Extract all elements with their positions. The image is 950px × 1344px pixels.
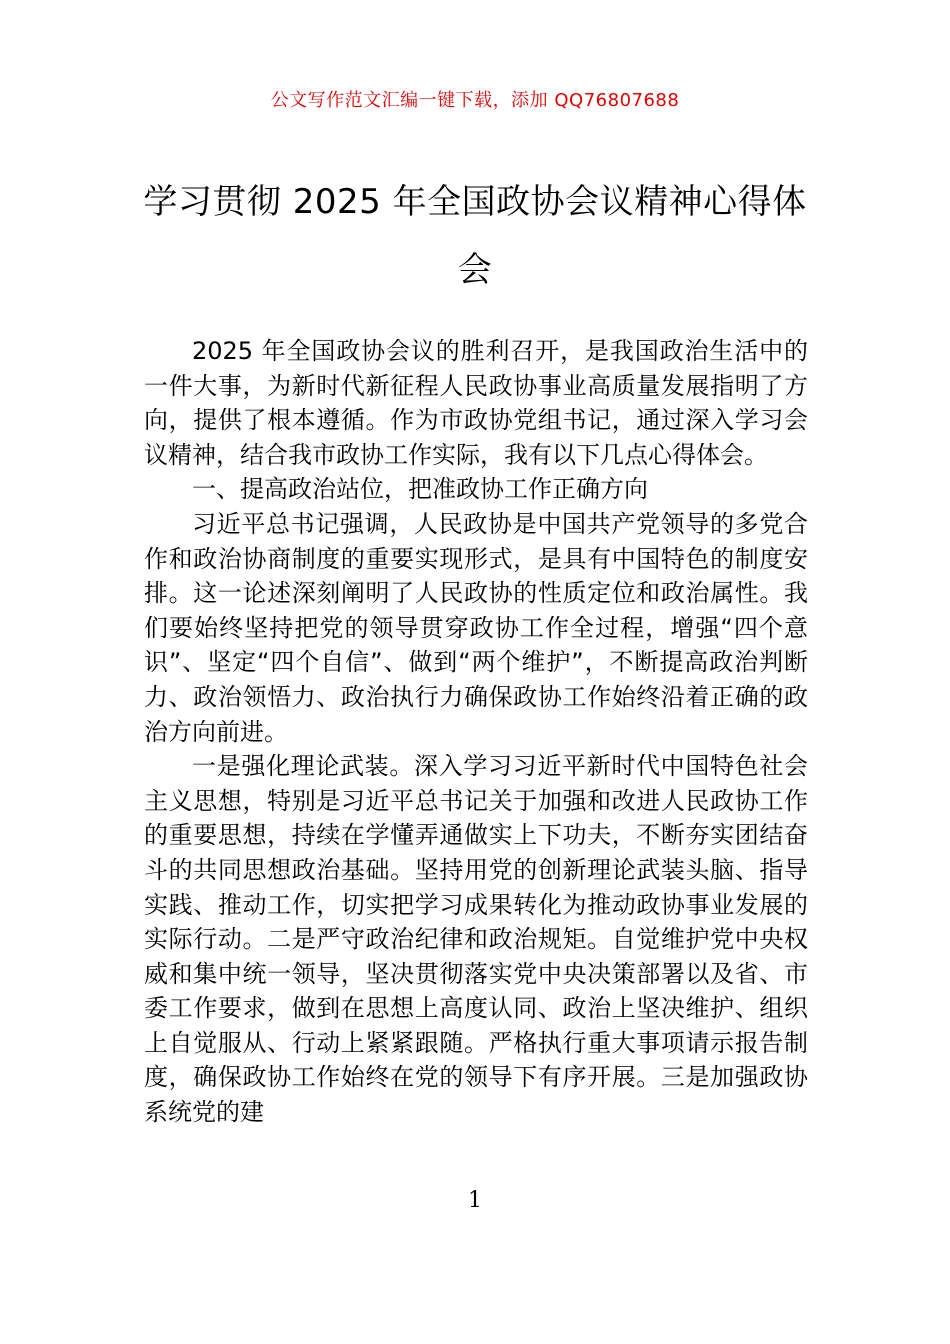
section-heading-1: 一、提高政治站位，把准政协工作正确方向 [192, 475, 648, 504]
page-number: 1 [468, 1188, 482, 1213]
download-promo-banner: 公文写作范文汇编一键下载，添加 QQ76807688 [270, 90, 680, 111]
intro-paragraph: 2025 年全国政协会议的胜利召开，是我国政治生活中的一件大事，为新时代新征程人民政协事业高质量发展指明了方向，提供了根本遵循。作为市政协党组书记，通过深入学习会议精神，结合我市政协工作实际，我有以下几点心得体会。 [144, 337, 808, 469]
document-title: 学习贯彻 2025 年全国政协会议精神心得体会 [143, 182, 807, 290]
section-1-paragraph: 习近平总书记强调，人民政协是中国共产党领导的多党合作和政治协商制度的重要实现形式，是具有中国特色的制度安排。这一论述深刻阐明了人民政协的性质定位和政治属性。我们要始终坚持把党的领导贯穿政协工作全过程，增强“四个意识”、坚定“四个自信”、做到“两个维护”，不断提高政治判断力、政治领悟力、政治执行力确保政协工作始终沿着正确的政治方向前进。 [144, 509, 808, 746]
section-1-points-paragraph: 一是强化理论武装。深入学习习近平新时代中国特色社会主义思想，特别是习近平总书记关于加强和改进人民政协工作的重要思想，持续在学懂弄通做实上下功夫，不断夯实团结奋斗的共同思想政治基础。坚持用党的创新理论武装头脑、指导实践、推动工作，切实把学习成果转化为推动政协事业发展的实际行动。二是严守政治纪律和政治规矩。自觉维护党中央权威和集中统一领导，坚决贯彻落实党中央决策部署以及省、市委工作要求，做到在思想上高度认同、政治上坚决维护、组织上自觉服从、行动上紧紧跟随。严格执行重大事项请示报告制度，确保政协工作始终在党的领导下有序开展。三是加强政协系统党的建 [144, 752, 808, 1127]
document-body [144, 334, 808, 1130]
